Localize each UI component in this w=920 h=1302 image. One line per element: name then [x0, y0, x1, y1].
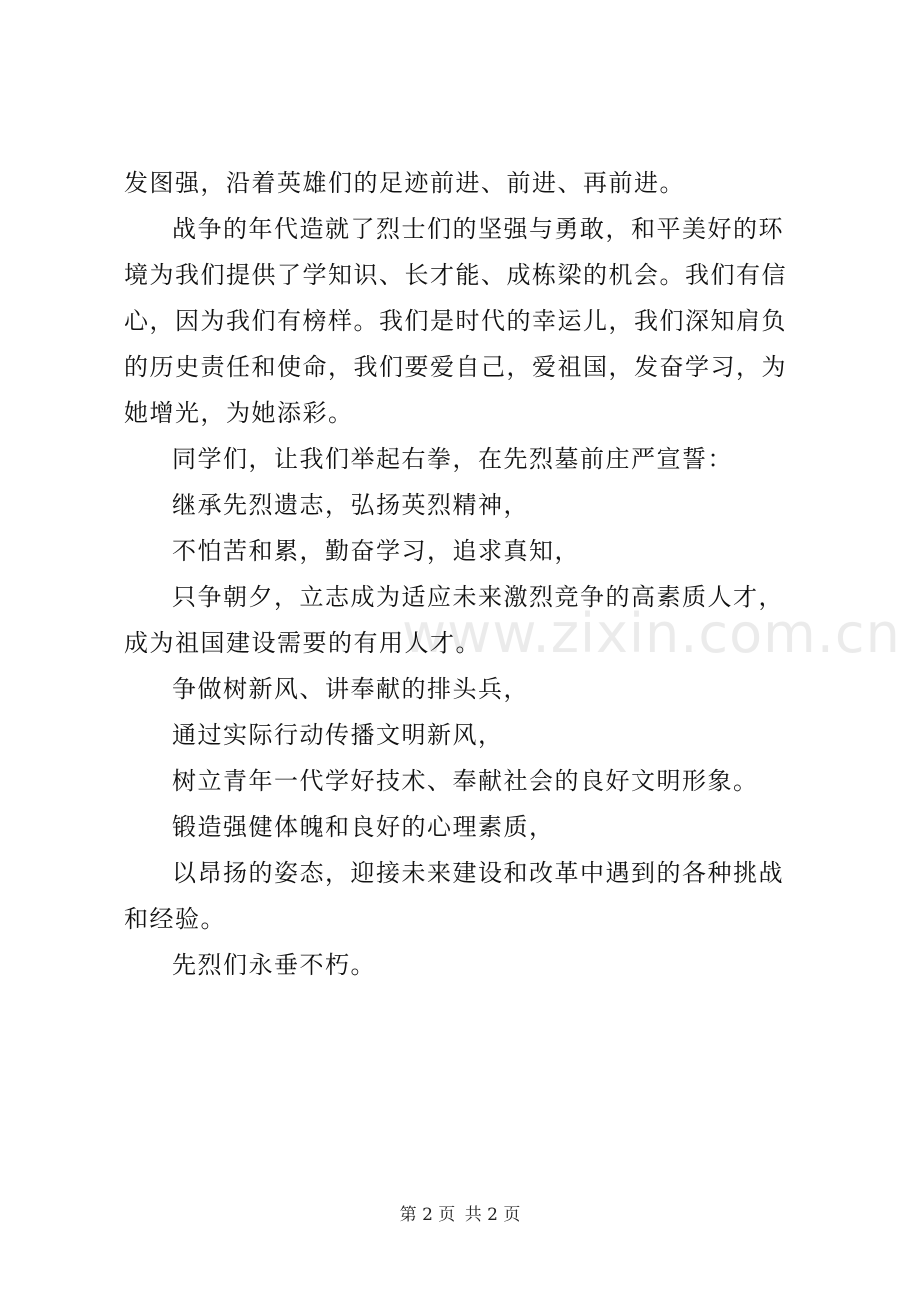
paragraph: 战争的年代造就了烈士们的坚强与勇敢，和平美好的环境为我们提供了学知识、长才能、成栋梁的机会。我们有信心，因为我们有榜样。我们是时代的幸运儿，我们深知肩负的历史责任和使命，我们要爱自己，爱祖国，发奋学习，为她增光，为她添彩。 [124, 215, 787, 427]
paragraph: 树立青年一代学好技术、奉献社会的良好文明形象。 [172, 767, 759, 795]
paragraph: 发图强，沿着英雄们的足迹前进、前进、再前进。 [124, 169, 685, 197]
document-body [124, 160, 804, 988]
page-number: 第 2 页 [399, 1205, 456, 1225]
page-total: 共 2 页 [464, 1205, 521, 1225]
paragraph: 先烈们永垂不朽。 [172, 951, 376, 979]
paragraph: 同学们，让我们举起右拳，在先烈墓前庄严宣誓： [172, 445, 733, 473]
paragraph: 不怕苦和累，勤奋学习，追求真知， [172, 537, 580, 565]
paragraph: 继承先烈遗志，弘扬英烈精神， [172, 491, 529, 519]
watermark: www.zixin.com.cn [402, 602, 901, 665]
page-footer [0, 1200, 920, 1225]
paragraph: 锻造强健体魄和良好的心理素质， [172, 813, 555, 841]
paragraph: 争做树新风、讲奉献的排头兵， [172, 675, 529, 703]
paragraph: 以昂扬的姿态，迎接未来建设和改革中遇到的各种挑战和经验。 [124, 859, 784, 933]
paragraph: 只争朝夕，立志成为适应未来激烈竞争的高素质人才，成为祖国建设需要的有用人才。 [124, 583, 784, 657]
paragraph: 通过实际行动传播文明新风， [172, 721, 504, 749]
